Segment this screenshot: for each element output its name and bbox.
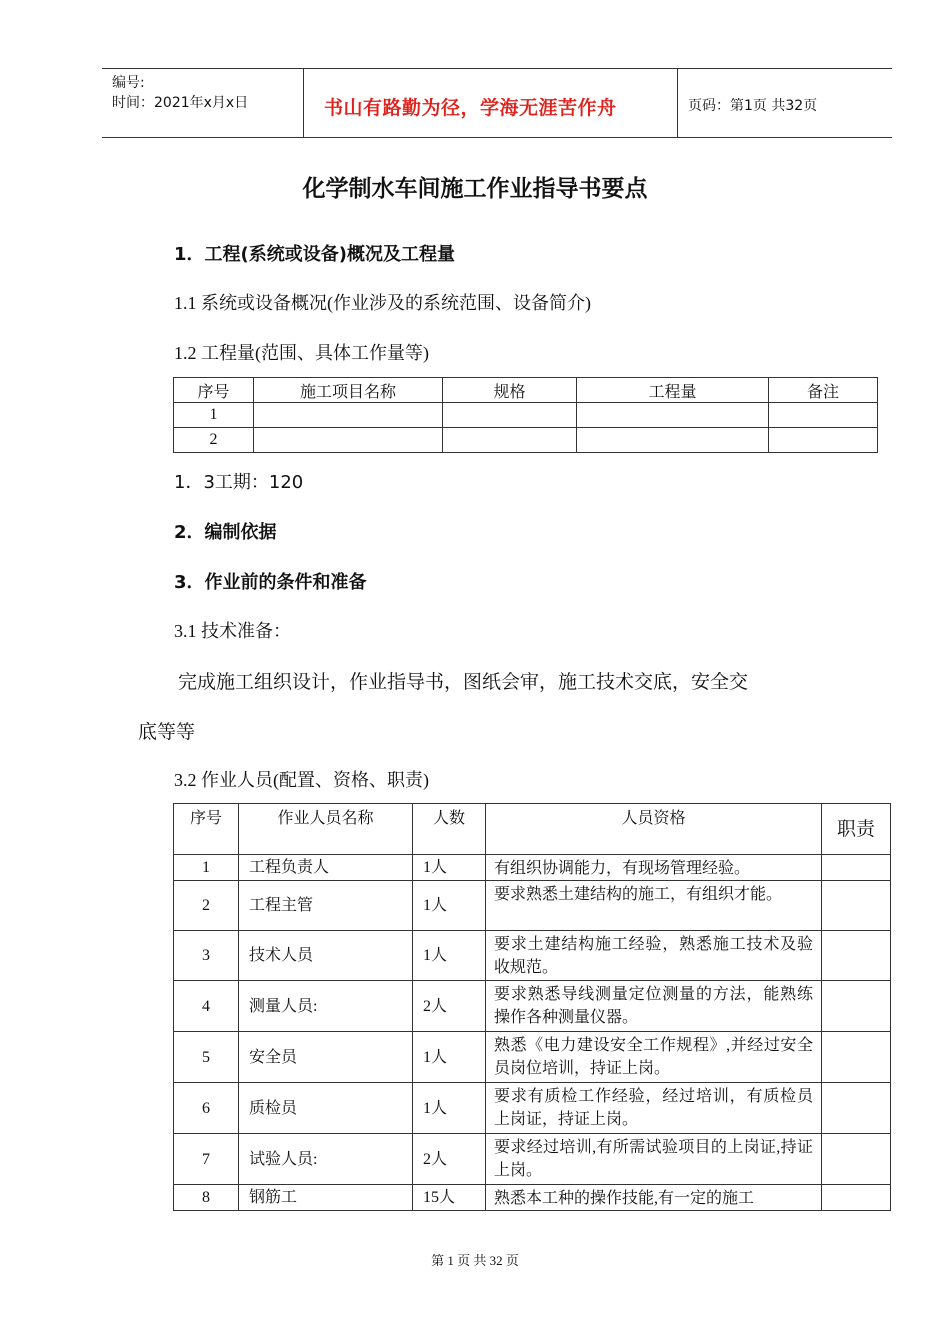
table-cell: 试验人员:: [239, 1134, 413, 1185]
table-cell: [254, 428, 443, 453]
table-cell: [822, 1134, 891, 1185]
section-1-3: 1．3工期：120: [174, 472, 304, 493]
number-label: 编号:: [112, 75, 145, 91]
header-divider: [677, 69, 678, 137]
personnel-table: [173, 803, 891, 1211]
table-row: [174, 428, 878, 453]
table-cell: 要求土建结构施工经验，熟悉施工技术及验收规范。: [486, 931, 822, 981]
table-cell: [769, 403, 878, 428]
table-header-cell: 规格: [443, 378, 577, 403]
table-header-cell: 工程量: [577, 378, 769, 403]
section-3-1: 3.1 技术准备：: [174, 621, 291, 641]
table-cell: 熟悉《电力建设安全工作规程》,并经过安全员岗位培训，持证上岗。: [486, 1032, 822, 1083]
table-cell: 3: [174, 931, 239, 981]
section-heading-3: 3．作业前的条件和准备: [174, 572, 367, 593]
table-cell: 要求经过培训,有所需试验项目的上岗证,持证上岗。: [486, 1134, 822, 1185]
table-cell: [443, 403, 577, 428]
table-cell: 要求熟悉导线测量定位测量的方法，能熟练操作各种测量仪器。: [486, 981, 822, 1032]
table-row: [174, 855, 891, 881]
table-cell: 质检员: [239, 1083, 413, 1134]
table-cell: 工程主管: [239, 881, 413, 931]
table-header-cell: 备注: [769, 378, 878, 403]
table-header-cell: 施工项目名称: [254, 378, 443, 403]
table-cell: [822, 931, 891, 981]
table-cell: 4: [174, 981, 239, 1032]
workload-table: [173, 377, 878, 453]
section-heading-1: 1．工程(系统或设备)概况及工程量: [174, 244, 455, 265]
table-header-cell: 职责: [822, 804, 891, 855]
table-cell: 6: [174, 1083, 239, 1134]
table-cell: 1人: [413, 1032, 486, 1083]
table-row: [174, 881, 891, 931]
section-heading-2: 2．编制依据: [174, 522, 277, 543]
table-cell: 8: [174, 1185, 239, 1211]
table-cell: 2: [174, 428, 254, 453]
time-label: 时间：2021年x月x日: [112, 95, 249, 111]
paragraph-line: 底等等: [138, 722, 196, 743]
table-header-cell: 序号: [174, 378, 254, 403]
table-header-cell: 序号: [174, 804, 239, 855]
table-cell: [443, 428, 577, 453]
table-row: [174, 1185, 891, 1211]
table-cell: 熟悉本工种的操作技能,有一定的施工: [486, 1185, 822, 1211]
table-cell: 1人: [413, 855, 486, 881]
table-cell: [822, 881, 891, 931]
table-cell: 工程负责人: [239, 855, 413, 881]
table-cell: 2人: [413, 981, 486, 1032]
table-row: [174, 1032, 891, 1083]
table-cell: [577, 428, 769, 453]
table-row: [174, 981, 891, 1032]
table-cell: 5: [174, 1032, 239, 1083]
table-cell: [254, 403, 443, 428]
table-cell: 7: [174, 1134, 239, 1185]
page-footer: 第 1 页 共 32 页: [431, 1253, 519, 1268]
table-cell: 2: [174, 881, 239, 931]
table-cell: 技术人员: [239, 931, 413, 981]
table-cell: [822, 1083, 891, 1134]
table-cell: 1人: [413, 1083, 486, 1134]
paragraph-line: 完成施工组织设计，作业指导书，图纸会审，施工技术交底，安全交: [178, 672, 749, 693]
table-cell: 钢筋工: [239, 1185, 413, 1211]
section-1-1: 1.1 系统或设备概况(作业涉及的系统范围、设备简介): [174, 293, 591, 313]
table-cell: 要求有质检工作经验，经过培训，有质检员上岗证，持证上岗。: [486, 1083, 822, 1134]
page-header: [102, 68, 892, 138]
table-header-row: [174, 804, 891, 855]
table-cell: 有组织协调能力，有现场管理经验。: [486, 855, 822, 881]
table-row: [174, 1134, 891, 1185]
table-cell: [577, 403, 769, 428]
table-cell: [822, 981, 891, 1032]
table-row: [174, 931, 891, 981]
table-header-row: [174, 378, 878, 403]
table-cell: 测量人员:: [239, 981, 413, 1032]
table-cell: 1: [174, 403, 254, 428]
table-cell: [822, 1032, 891, 1083]
table-row: [174, 403, 878, 428]
header-divider: [303, 69, 304, 137]
table-cell: 1人: [413, 881, 486, 931]
page-indicator: 页码：第1页 共32页: [688, 98, 818, 114]
table-row: [174, 1083, 891, 1134]
table-cell: 2人: [413, 1134, 486, 1185]
table-cell: [822, 855, 891, 881]
document-title: 化学制水车间施工作业指导书要点: [302, 176, 648, 202]
table-cell: 安全员: [239, 1032, 413, 1083]
table-header-cell: 作业人员名称: [239, 804, 413, 855]
table-cell: [822, 1185, 891, 1211]
table-cell: 15人: [413, 1185, 486, 1211]
table-cell: 要求熟悉土建结构的施工，有组织才能。: [486, 881, 822, 931]
section-1-2: 1.2 工程量(范围、具体工作量等): [174, 343, 429, 363]
motto: 书山有路勤为径，学海无涯苦作舟: [324, 97, 617, 119]
table-header-cell: 人数: [413, 804, 486, 855]
table-cell: [769, 428, 878, 453]
table-cell: 1人: [413, 931, 486, 981]
table-cell: 1: [174, 855, 239, 881]
section-3-2: 3.2 作业人员(配置、资格、职责): [174, 770, 429, 790]
table-header-cell: 人员资格: [486, 804, 822, 855]
